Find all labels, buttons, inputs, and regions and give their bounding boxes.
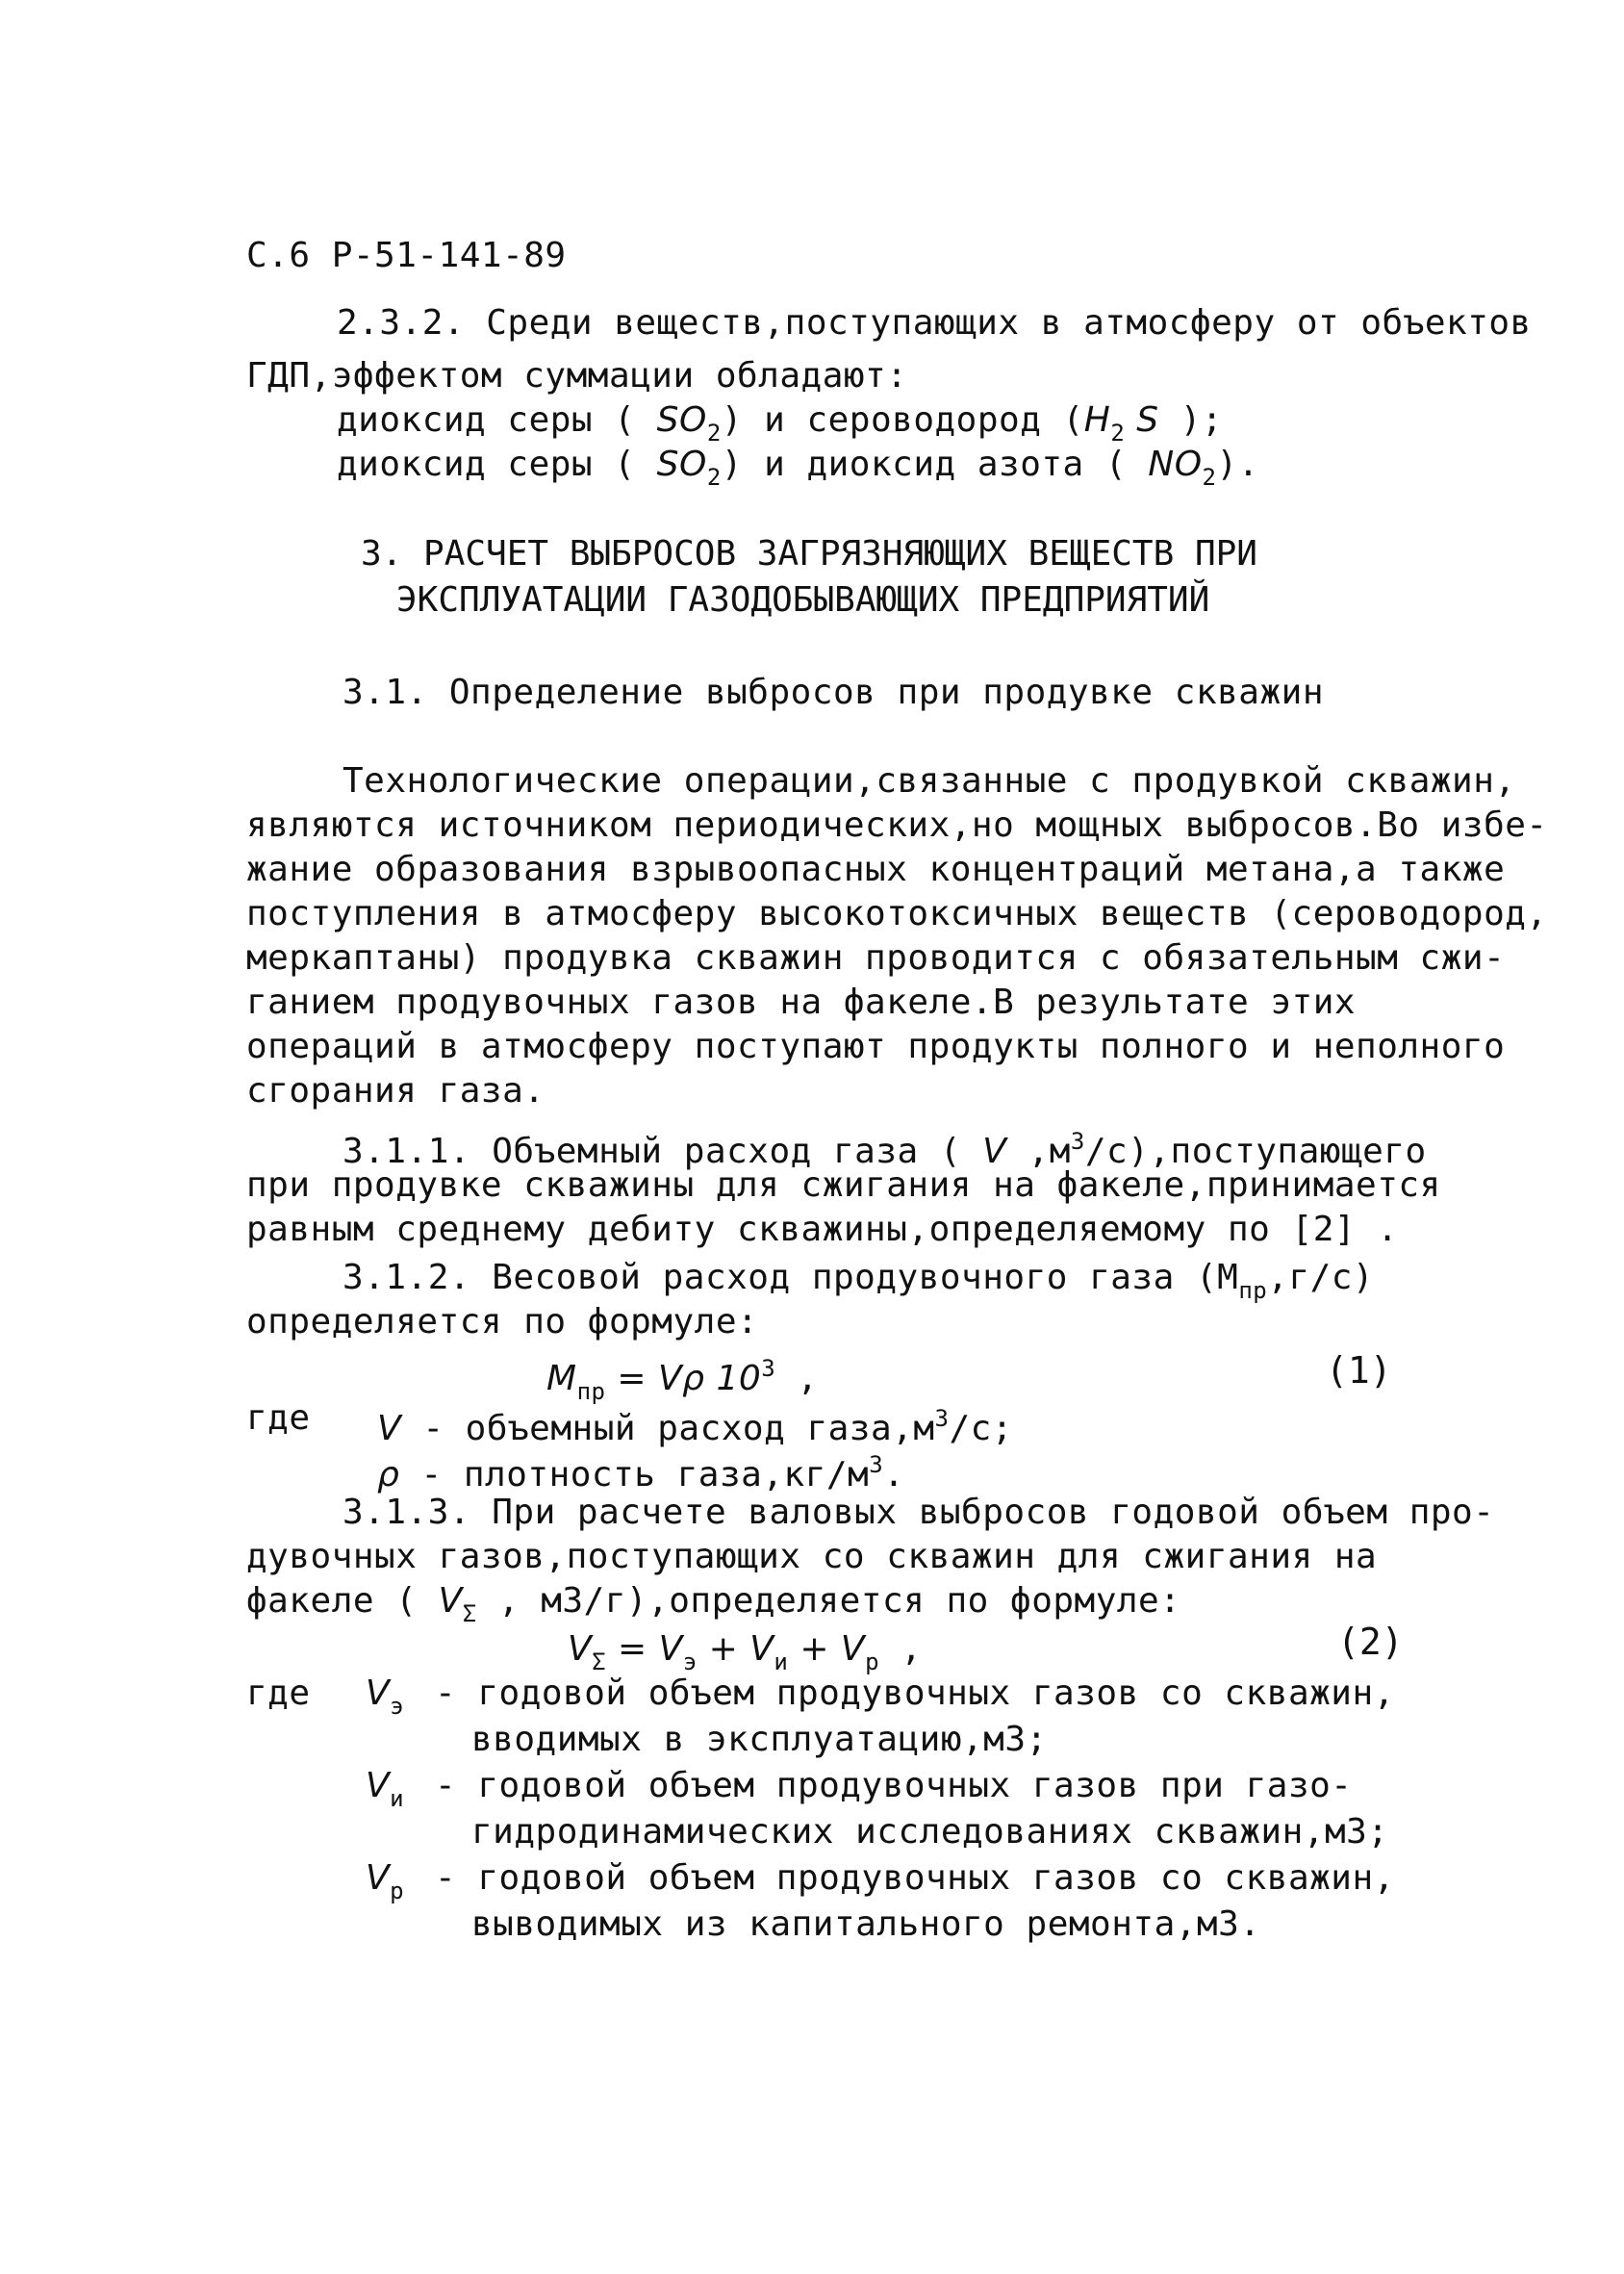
s31-para-line: являются источником периодических,но мощных выбросов.Во избе- [246,805,1548,845]
s312-where-item-1: V - объемный расход $газа,м^3/с$; [377,1405,1013,1448]
s31-para-line: жание образования взрывоопасных концентраций метана,а также [246,850,1506,889]
s313-def-symbol: $V_и$ [366,1766,405,1812]
s313-def-symbol: $V_р$ [366,1858,405,1904]
equation-number-1: (1) [1326,1349,1392,1392]
s31-para-line: ганием продувочных газов на факеле.В результате этих [246,983,1357,1022]
s313-def-symbol: $V_э$ [366,1674,405,1720]
s311-line2: при продувке скважины для сжигания на факеле,принимается [246,1165,1441,1205]
equation-number-2: (2) [1337,1621,1404,1663]
s31-para-line: Технологические операции,связанные с продувкой скважин, [343,761,1516,801]
s232-pair1: диоксид серы ( $SO_2$) и сероводород ($H_2$ S ); [337,400,1224,447]
s313-line1: 3.1.3. При расчете валовых выбросов годовой объем про- [343,1493,1495,1532]
s313-def-line: - годовой объем продувочных газов при газо- [435,1766,1353,1805]
s31-para-line: операций в атмосферу поступают продукты полного и неполного [246,1027,1506,1066]
s311-line3: равным среднему дебиту скважины,определяемому по [2] . [246,1210,1399,1249]
s232-line1: 2.3.2. Среди веществ,поступающих в атмосферу от объектов [337,303,1532,343]
s313-line3: факеле ( $V_\Sigma$ , м3/г),определяется по формуле: [246,1581,1181,1627]
section3-title-line1: 3. РАСЧЕТ ВЫБРОСОВ ЗАГРЯЗНЯЮЩИХ ВЕЩЕСТВ ПРИ [361,534,1257,574]
s31-para-line: поступления в атмосферу высокотоксичных веществ (сероводород, [246,894,1548,933]
s31-para-line: сгорания газа. [246,1071,546,1111]
s312-where-item-2: ρ - плотность $газа,кг/м^3$. [377,1451,905,1495]
s232-line2: ГДП,эффектом суммации обладают: [246,356,908,396]
s312-where-label: где [246,1398,311,1438]
s312-line1: 3.1.2. Весовой расход продувочного газа $(М_{пр},г/с)$ [343,1258,1375,1304]
s313-line2: дувочных газов,поступающих со скважин для сжигания на [246,1537,1378,1576]
formula-2: $V_\Sigma = V_э + V_и + V_р$ , [568,1629,923,1675]
s313-def-line: гидродинамических исследованиях скважин,м3; [471,1812,1389,1852]
s311-line1: 3.1.1. Объемный расход газа ( V $,м^3/с),поступающего$ [343,1128,1427,1171]
s31-title: 3.1. Определение выбросов при продувке скважин [343,673,1324,712]
s232-pair2: диоксид серы ( $SO_2$) и диоксид азота ( $NO_2$). [337,445,1259,491]
page-code: С.6 Р-51-141-89 [246,236,567,275]
section3-title-line2: ЭКСПЛУАТАЦИИ ГАЗОДОБЫВАЮЩИХ ПРЕДПРИЯТИЙ [396,580,1210,620]
s31-para-line: меркаптаны) продувка скважин проводится с обязательным сжи- [246,938,1506,978]
s313-where-label: где [246,1674,311,1713]
s313-def-line: выводимых из капитального ремонта,м3. [471,1904,1261,1944]
formula-1: $M_{пр} = V\rho$ $10^3$ , [546,1355,819,1405]
s313-def-line: - годовой объем продувочных газов со скважин, [435,1674,1395,1713]
s312-line2: определяется по формуле: [246,1302,759,1341]
s313-def-line: - годовой объем продувочных газов со скважин, [435,1858,1395,1898]
s313-def-line: вводимых в эксплуатацию,м3; [471,1720,1048,1759]
